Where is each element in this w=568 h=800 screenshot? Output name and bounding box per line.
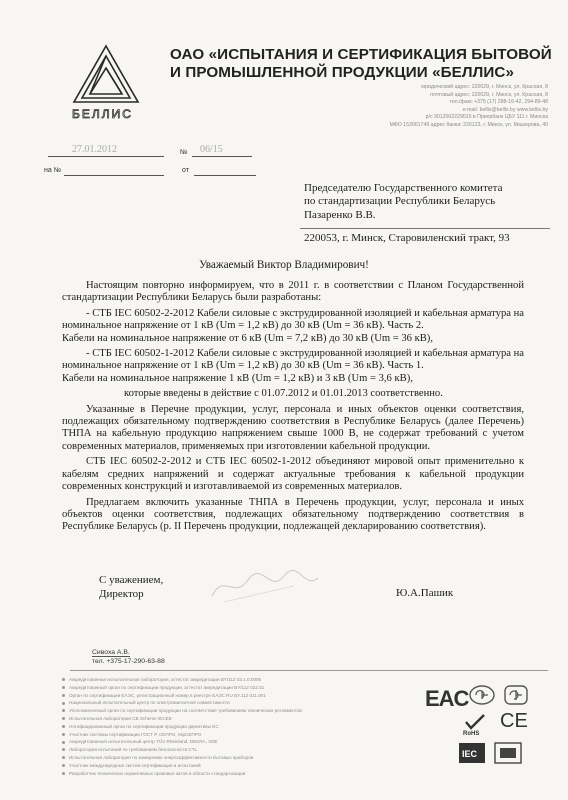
paragraph-intro: Настоящим повторно информируем, что в 2011 г. в соответствии с Планом Государственной стандартизации Республики Беларусь были разработаны: <box>62 280 524 304</box>
paragraph-list-requirements: Указанные в Перечне продукции, услуг, персонала и иных объектов оценки соответствия, подлежащих обязательному подтверждению соответствия в Республике Беларусь (далее Перечень) ТНПА на кабельную продукцию напряжением свыше 1000 В, не содержат требований с учетом современных материалов, применяемых при изготовлении кабельной продукции. <box>62 403 524 452</box>
footer-item: Участник международных систем сертификации и испытаний <box>62 762 422 770</box>
number-value: 06/15 <box>200 144 223 155</box>
address-line: e-mail: bellis@bellis.by www.bellis.by <box>462 106 548 113</box>
footer-divider <box>70 670 548 671</box>
address-line: тел./факс +375 (17) 288-16-42, 294-89-48 <box>449 99 548 106</box>
closing-position: Директор <box>99 588 144 600</box>
footer-item: Национальный испытательный центр по электромагнитной совместимости <box>62 699 422 707</box>
executor-name: Сивоха А.В. <box>92 649 130 656</box>
footer-item: Испытательная лаборатория по измерению энергоэффективности бытовых приборов <box>62 754 422 762</box>
eac-mark: EAC <box>425 686 469 711</box>
letter-body <box>62 280 524 537</box>
address-block <box>248 84 548 130</box>
footer-item: Разработчик технических нормативных правовых актов в области стандартизации <box>62 770 422 778</box>
addressee-address: 220053, г. Минск, Старовиленский тракт, 93 <box>304 232 510 244</box>
list-item-stb-1: - СТБ IEC 60502-1-2012 Кабели силовые с экструдированной изоляцией и кабельная арматура на номинальное напряжение от 1 кВ (Um = 1,2 кВ) до 30 кВ (Um = 36 кВ). Часть 1. <box>62 348 524 372</box>
footer-item: Уполномоченный орган по сертификации продукции на соответствие требованиям технических регламентов <box>62 707 422 715</box>
ref-number-line <box>64 175 164 176</box>
list-item-stb-2-cont: Кабели на номинальное напряжение от 6 кВ (Um = 7,2 кВ) до 30 кВ (Um = 36 кВ), <box>62 332 433 344</box>
iecee-mark <box>494 742 522 764</box>
closing-regards: С уважением, <box>99 574 164 586</box>
org-name-line1: ОАО «ИСПЫТАНИЯ И СЕРТИФИКАЦИЯ БЫТОВОЙ <box>170 46 552 63</box>
salutation: Уважаемый Виктор Владимирович! <box>199 259 369 271</box>
ref-date-line <box>194 175 256 176</box>
addressee-line1: Председателю Государственного комитета <box>304 182 503 194</box>
address-line: юридический адрес: 220029, г. Минск, ул. Красная, 8 <box>421 84 548 90</box>
ref-from-label: от <box>182 167 189 174</box>
list-item-stb-1-cont: Кабели на номинальное напряжение 1 кВ (Um = 1,2 кВ) и 3 кВ (Um = 3,6 кВ), <box>62 372 413 384</box>
paragraph-proposal: Предлагаем включить указанные ТНПА в Перечень продукции, услуг, персонала и иных объектов оценки соответствия, подлежащих обязательному подтверждению соответствия в Республике Беларусь (р. II Перечень продукции, подлежащей декларированию соответствия). <box>62 496 524 533</box>
ref-label: на № <box>44 167 62 174</box>
footer-item: Нотифицированный орган по сертификации продукции директивы ЕС <box>62 723 422 731</box>
closing <box>99 573 163 601</box>
svg-text:IEC: IEC <box>462 749 478 759</box>
executor <box>92 648 165 666</box>
footer-item: Орган по сертификации ЕАЭС, регистрационный номер в реестре ЕАЭС RU BY.112 011.001 <box>62 692 422 700</box>
footer-item: Аккредитованный орган по сертификации продукции, аттестат аккредитации BY/112 022.01 <box>62 684 422 692</box>
organization-name <box>170 46 565 82</box>
addressee-line2: по стандартизации Республики Беларусь <box>304 195 496 208</box>
cb-mark <box>502 684 530 708</box>
date-line <box>48 156 164 157</box>
date-value: 27.01.2012 <box>72 144 117 155</box>
footer-item: Испытательная лаборатория CB Scheme IECEE <box>62 715 422 723</box>
bellis-logo <box>70 44 160 122</box>
number-line <box>192 156 252 157</box>
address-line: р/с 3012002229015 в Приорбанк ЦБУ 111 г. Минска <box>425 114 548 121</box>
footer-item: Лаборатория испытаний по требованиям безопасности CTL <box>62 746 422 754</box>
rohs-icon <box>460 712 490 736</box>
footer-accreditation-list <box>62 676 422 777</box>
list-item-stb-2: - СТБ IEC 60502-2-2012 Кабели силовые с экструдированной изоляцией и кабельная арматура на номинальное напряжение от 1 кВ (Um = 1,2 кВ) до 30 кВ (Um = 36 кВ). Часть 2. <box>62 307 524 332</box>
number-label: № <box>180 149 188 156</box>
executor-phone: тел. +375-17-290-63-88 <box>92 658 165 665</box>
signature-scribble <box>204 566 324 606</box>
address-line: почтовый адрес: 220029, г. Минск, ул. Красная, 8 <box>430 91 548 98</box>
addressee-underline <box>300 228 550 229</box>
logo-text: БЕЛЛИС <box>72 107 133 121</box>
svg-text:RoHS: RoHS <box>463 731 480 736</box>
signer-name: Ю.А.Пашик <box>396 587 454 599</box>
footer-item: Аккредитованный испытательный центр TÜV Rheinland, DEKRA, VDE <box>62 738 422 746</box>
addressee <box>304 182 554 222</box>
org-name-line2: И ПРОМЫШЛЕННОЙ ПРОДУКЦИИ «БЕЛЛИС» <box>170 64 515 81</box>
footer-item: Участник системы сертификации ГОСТ Р, СЕПРО, УкрСЕПРО <box>62 731 422 739</box>
paragraph-effective-dates: которые введены в действие с 01.07.2012 и 01.01.2013 соответственно. <box>124 388 443 400</box>
address-line: МФО 153001749 адрес банка: 220123, г. Минск, ул. Машерова, 40 <box>389 121 548 128</box>
ce-mark: CE <box>500 710 528 732</box>
gost-r-mark <box>468 684 496 708</box>
iec-mark <box>458 742 486 764</box>
addressee-line3: Пазаренко В.В. <box>304 208 376 221</box>
paragraph-stb-experience: СТБ IEC 60502-2-2012 и СТБ IEC 60502-1-2012 объединяют мировой опыт применительно к кабелям средних напряжений и содержат актуальные требования к кабельной продукции современных конструкций и изготавливаемой из современных материалов. <box>62 456 524 493</box>
footer-item: Аккредитованная испытательная лаборатория, аттестат аккредитации BY/112 02.1.0.0005 <box>62 676 422 684</box>
